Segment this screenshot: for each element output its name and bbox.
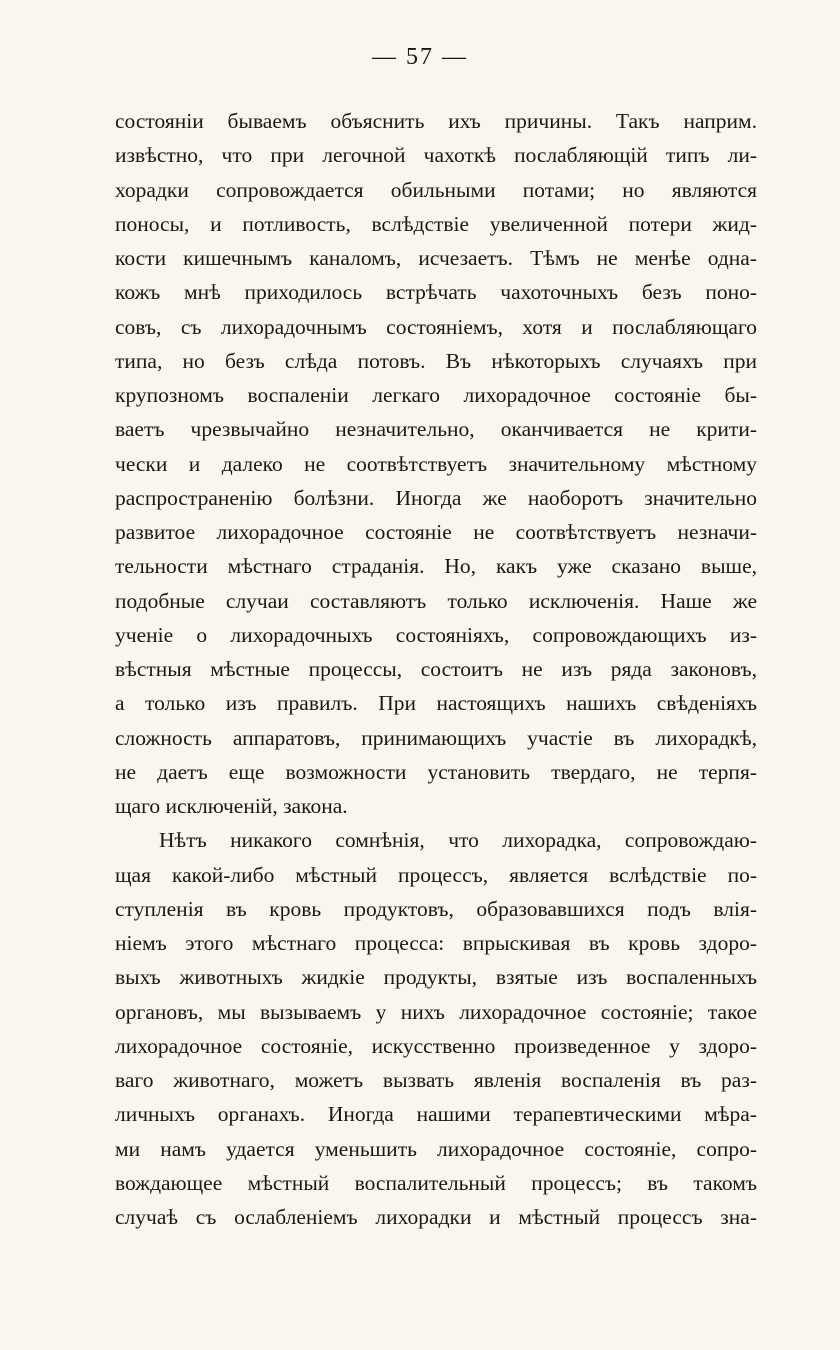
text-line: подобные случаи составляютъ только исключенія. Наше же (115, 588, 757, 613)
text-line: ніемъ этого мѣстнаго процесса: впрыскивая въ кровь здоро- (115, 931, 757, 955)
text-line: крупозномъ воспаленіи легкаго лихорадочное состояніе бы- (115, 383, 757, 407)
text-line-paragraph-end: щаго исключеній, закона. (115, 794, 348, 818)
page-number: — 57 — (372, 44, 468, 70)
text-line: ми намъ удается уменьшить лихорадочное состояніе, сопро- (115, 1136, 757, 1161)
text-line: органовъ, мы вызываемъ у нихъ лихорадочное состояніе; такое (115, 999, 757, 1024)
text-line: ваетъ чрезвычайно незначительно, оканчивается не крити- (115, 417, 757, 442)
text-line: случаѣ съ ослабленіемъ лихорадки и мѣстный процессъ зна- (115, 1205, 757, 1229)
text-line: вождающее мѣстный воспалительный процессъ; въ такомъ (115, 1170, 757, 1195)
text-line: личныхъ органахъ. Иногда нашими терапевтическими мѣра- (115, 1102, 757, 1127)
text-line: кости кишечнымъ каналомъ, исчезаетъ. Тѣмъ не менѣе одна- (115, 246, 757, 270)
text-line: кожъ мнѣ приходилось встрѣчать чахоточныхъ безъ поно- (115, 280, 757, 305)
text-line: не даетъ еще возможности установить твердаго, не терпя- (115, 759, 757, 784)
text-line: развитое лихорадочное состояніе не соотвѣтствуетъ незначи- (115, 520, 757, 544)
text-line: вѣстныя мѣстные процессы, состоитъ не изъ ряда законовъ, (115, 657, 757, 681)
text-line: чески и далеко не соотвѣтствуетъ значительному мѣстному (115, 451, 757, 476)
text-line: выхъ животныхъ жидкіе продукты, взятые изъ воспаленныхъ (115, 965, 757, 990)
text-line: а только изъ правилъ. При настоящихъ нашихъ свѣденіяхъ (115, 691, 757, 716)
text-line: совъ, съ лихорадочнымъ состояніемъ, хотя и послабляющаго (115, 314, 757, 339)
text-line: хорадки сопровождается обильными потами; но являются (115, 177, 757, 202)
text-line: тельности мѣстнаго страданія. Но, какъ уже сказано выше, (115, 554, 757, 579)
text-line: щая какой-либо мѣстный процессъ, является вслѣдствіе по- (115, 862, 757, 887)
body-text (115, 104, 757, 1234)
text-line: ваго животнаго, можетъ вызвать явленія воспаленія въ раз- (115, 1068, 757, 1092)
text-line: извѣстно, что при легочной чахоткѣ послабляющій типъ ли- (115, 143, 757, 168)
text-line: состояніи бываемъ объяснить ихъ причины. Такъ наприм. (115, 109, 757, 133)
text-line: распространенію болѣзни. Иногда же наоборотъ значительно (115, 485, 757, 510)
text-line: типа, но безъ слѣда потовъ. Въ нѣкоторыхъ случаяхъ при (115, 348, 757, 373)
text-line: ученіе о лихорадочныхъ состояніяхъ, сопровождающихъ из- (115, 622, 757, 647)
text-line-paragraph-start: Нѣтъ никакого сомнѣнія, что лихорадка, сопровождаю- (159, 828, 757, 853)
text-line: поносы, и потливость, вслѣдствіе увеличенной потери жид- (115, 211, 757, 236)
text-line: сложность аппаратовъ, принимающихъ участіе въ лихорадкѣ, (115, 725, 757, 750)
text-line: ступленія въ кровь продуктовъ, образовавшихся подъ влія- (115, 896, 757, 921)
text-line: лихорадочное состояніе, искусственно произведенное у здоро- (115, 1033, 757, 1058)
